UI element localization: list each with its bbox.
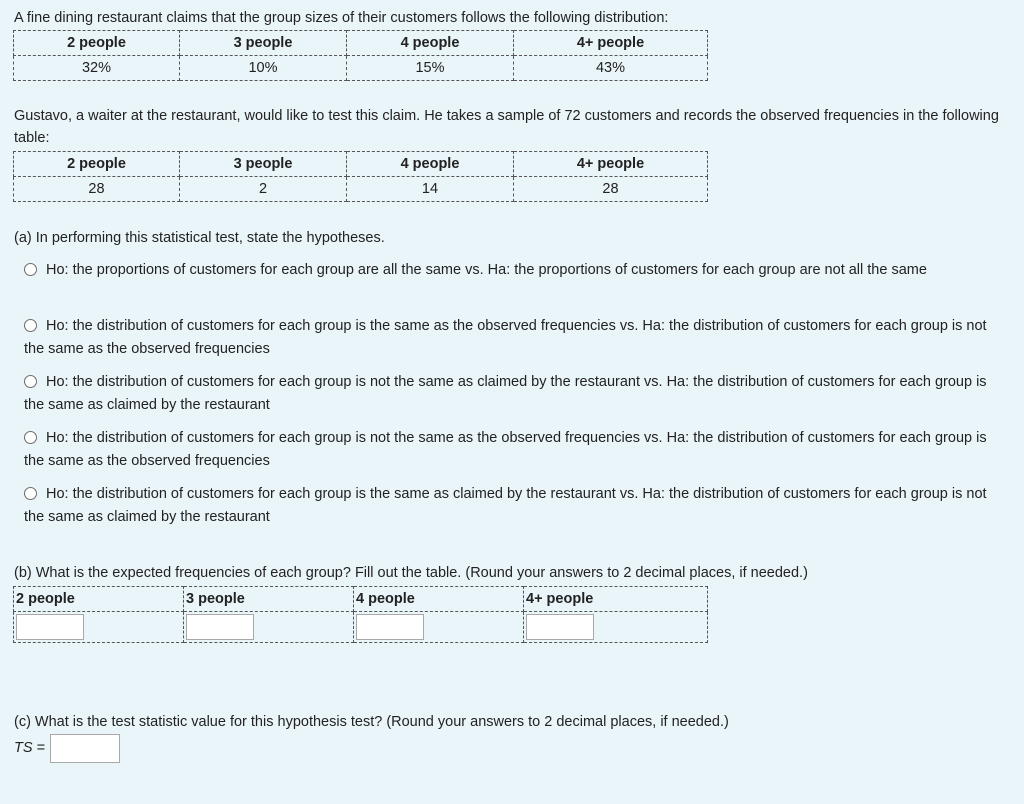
expected-cell-2	[14, 612, 184, 643]
option-label: Ho: the distribution of customers for each group is not the same as claimed by the restaurant vs. Ha: the distribution of customers for each group is the same as claimed by the restaurant	[24, 374, 987, 413]
part-a-question: (a) In performing this statistical test, state the hypotheses.	[14, 230, 385, 246]
observed-value-2: 28	[14, 177, 180, 202]
radio-button[interactable]	[24, 431, 37, 444]
claimed-header-3: 3 people	[180, 31, 347, 56]
hypothesis-option-4[interactable]	[24, 427, 999, 473]
claimed-value-2: 32%	[14, 56, 180, 81]
part-c-question: (c) What is the test statistic value for this hypothesis test? (Round your answers to 2 decimal places, if needed.)	[14, 714, 729, 730]
claimed-value-4: 15%	[347, 56, 514, 81]
claimed-value-3: 10%	[180, 56, 347, 81]
expected-header-3: 3 people	[184, 587, 354, 612]
hypothesis-option-2[interactable]	[24, 315, 999, 361]
option-label: Ho: the proportions of customers for each group are all the same vs. Ha: the proportions of customers for each group are not all the same	[46, 262, 927, 278]
claimed-distribution-table	[13, 30, 708, 81]
claimed-header-4: 4 people	[347, 31, 514, 56]
expected-header-4: 4 people	[354, 587, 524, 612]
hypothesis-option-5[interactable]	[24, 483, 999, 529]
expected-input-4plus[interactable]	[526, 614, 594, 640]
expected-input-2[interactable]	[16, 614, 84, 640]
ts-label: TS =	[14, 740, 46, 756]
expected-cell-4plus	[524, 612, 708, 643]
sample-text: Gustavo, a waiter at the restaurant, would like to test this claim. He takes a sample of 72 customers and records the observed frequencies in the following table:	[14, 108, 999, 146]
observed-header-3: 3 people	[180, 152, 347, 177]
observed-header-4: 4 people	[347, 152, 514, 177]
expected-input-4[interactable]	[356, 614, 424, 640]
intro-text: A fine dining restaurant claims that the group sizes of their customers follows the following distribution:	[14, 10, 669, 26]
claimed-header-4plus: 4+ people	[514, 31, 708, 56]
radio-button[interactable]	[24, 263, 37, 276]
hypothesis-option-3[interactable]	[24, 371, 999, 417]
observed-value-3: 2	[180, 177, 347, 202]
radio-button[interactable]	[24, 375, 37, 388]
observed-header-2: 2 people	[14, 152, 180, 177]
expected-cell-3	[184, 612, 354, 643]
option-label: Ho: the distribution of customers for each group is the same as the observed frequencies vs. Ha: the distribution of customers for each group is not the same as the observed frequencies	[24, 318, 987, 357]
part-b-question: (b) What is the expected frequencies of each group? Fill out the table. (Round your answers to 2 decimal places, if needed.)	[14, 565, 808, 581]
radio-button[interactable]	[24, 487, 37, 500]
observed-header-4plus: 4+ people	[514, 152, 708, 177]
claimed-value-4plus: 43%	[514, 56, 708, 81]
option-label: Ho: the distribution of customers for each group is not the same as the observed frequencies vs. Ha: the distribution of customers for each group is the same as the observed frequencies	[24, 430, 987, 469]
hypothesis-option-1[interactable]	[24, 259, 999, 282]
expected-input-3[interactable]	[186, 614, 254, 640]
radio-button[interactable]	[24, 319, 37, 332]
expected-header-2: 2 people	[14, 587, 184, 612]
observed-value-4: 14	[347, 177, 514, 202]
expected-cell-4	[354, 612, 524, 643]
observed-value-4plus: 28	[514, 177, 708, 202]
observed-frequency-table	[13, 151, 708, 202]
expected-frequency-table	[13, 586, 708, 643]
expected-header-4plus: 4+ people	[524, 587, 708, 612]
option-label: Ho: the distribution of customers for each group is the same as claimed by the restaurant vs. Ha: the distribution of customers for each group is not the same as claimed by the restaurant	[24, 486, 987, 525]
test-statistic-input[interactable]	[50, 734, 120, 763]
claimed-header-2: 2 people	[14, 31, 180, 56]
